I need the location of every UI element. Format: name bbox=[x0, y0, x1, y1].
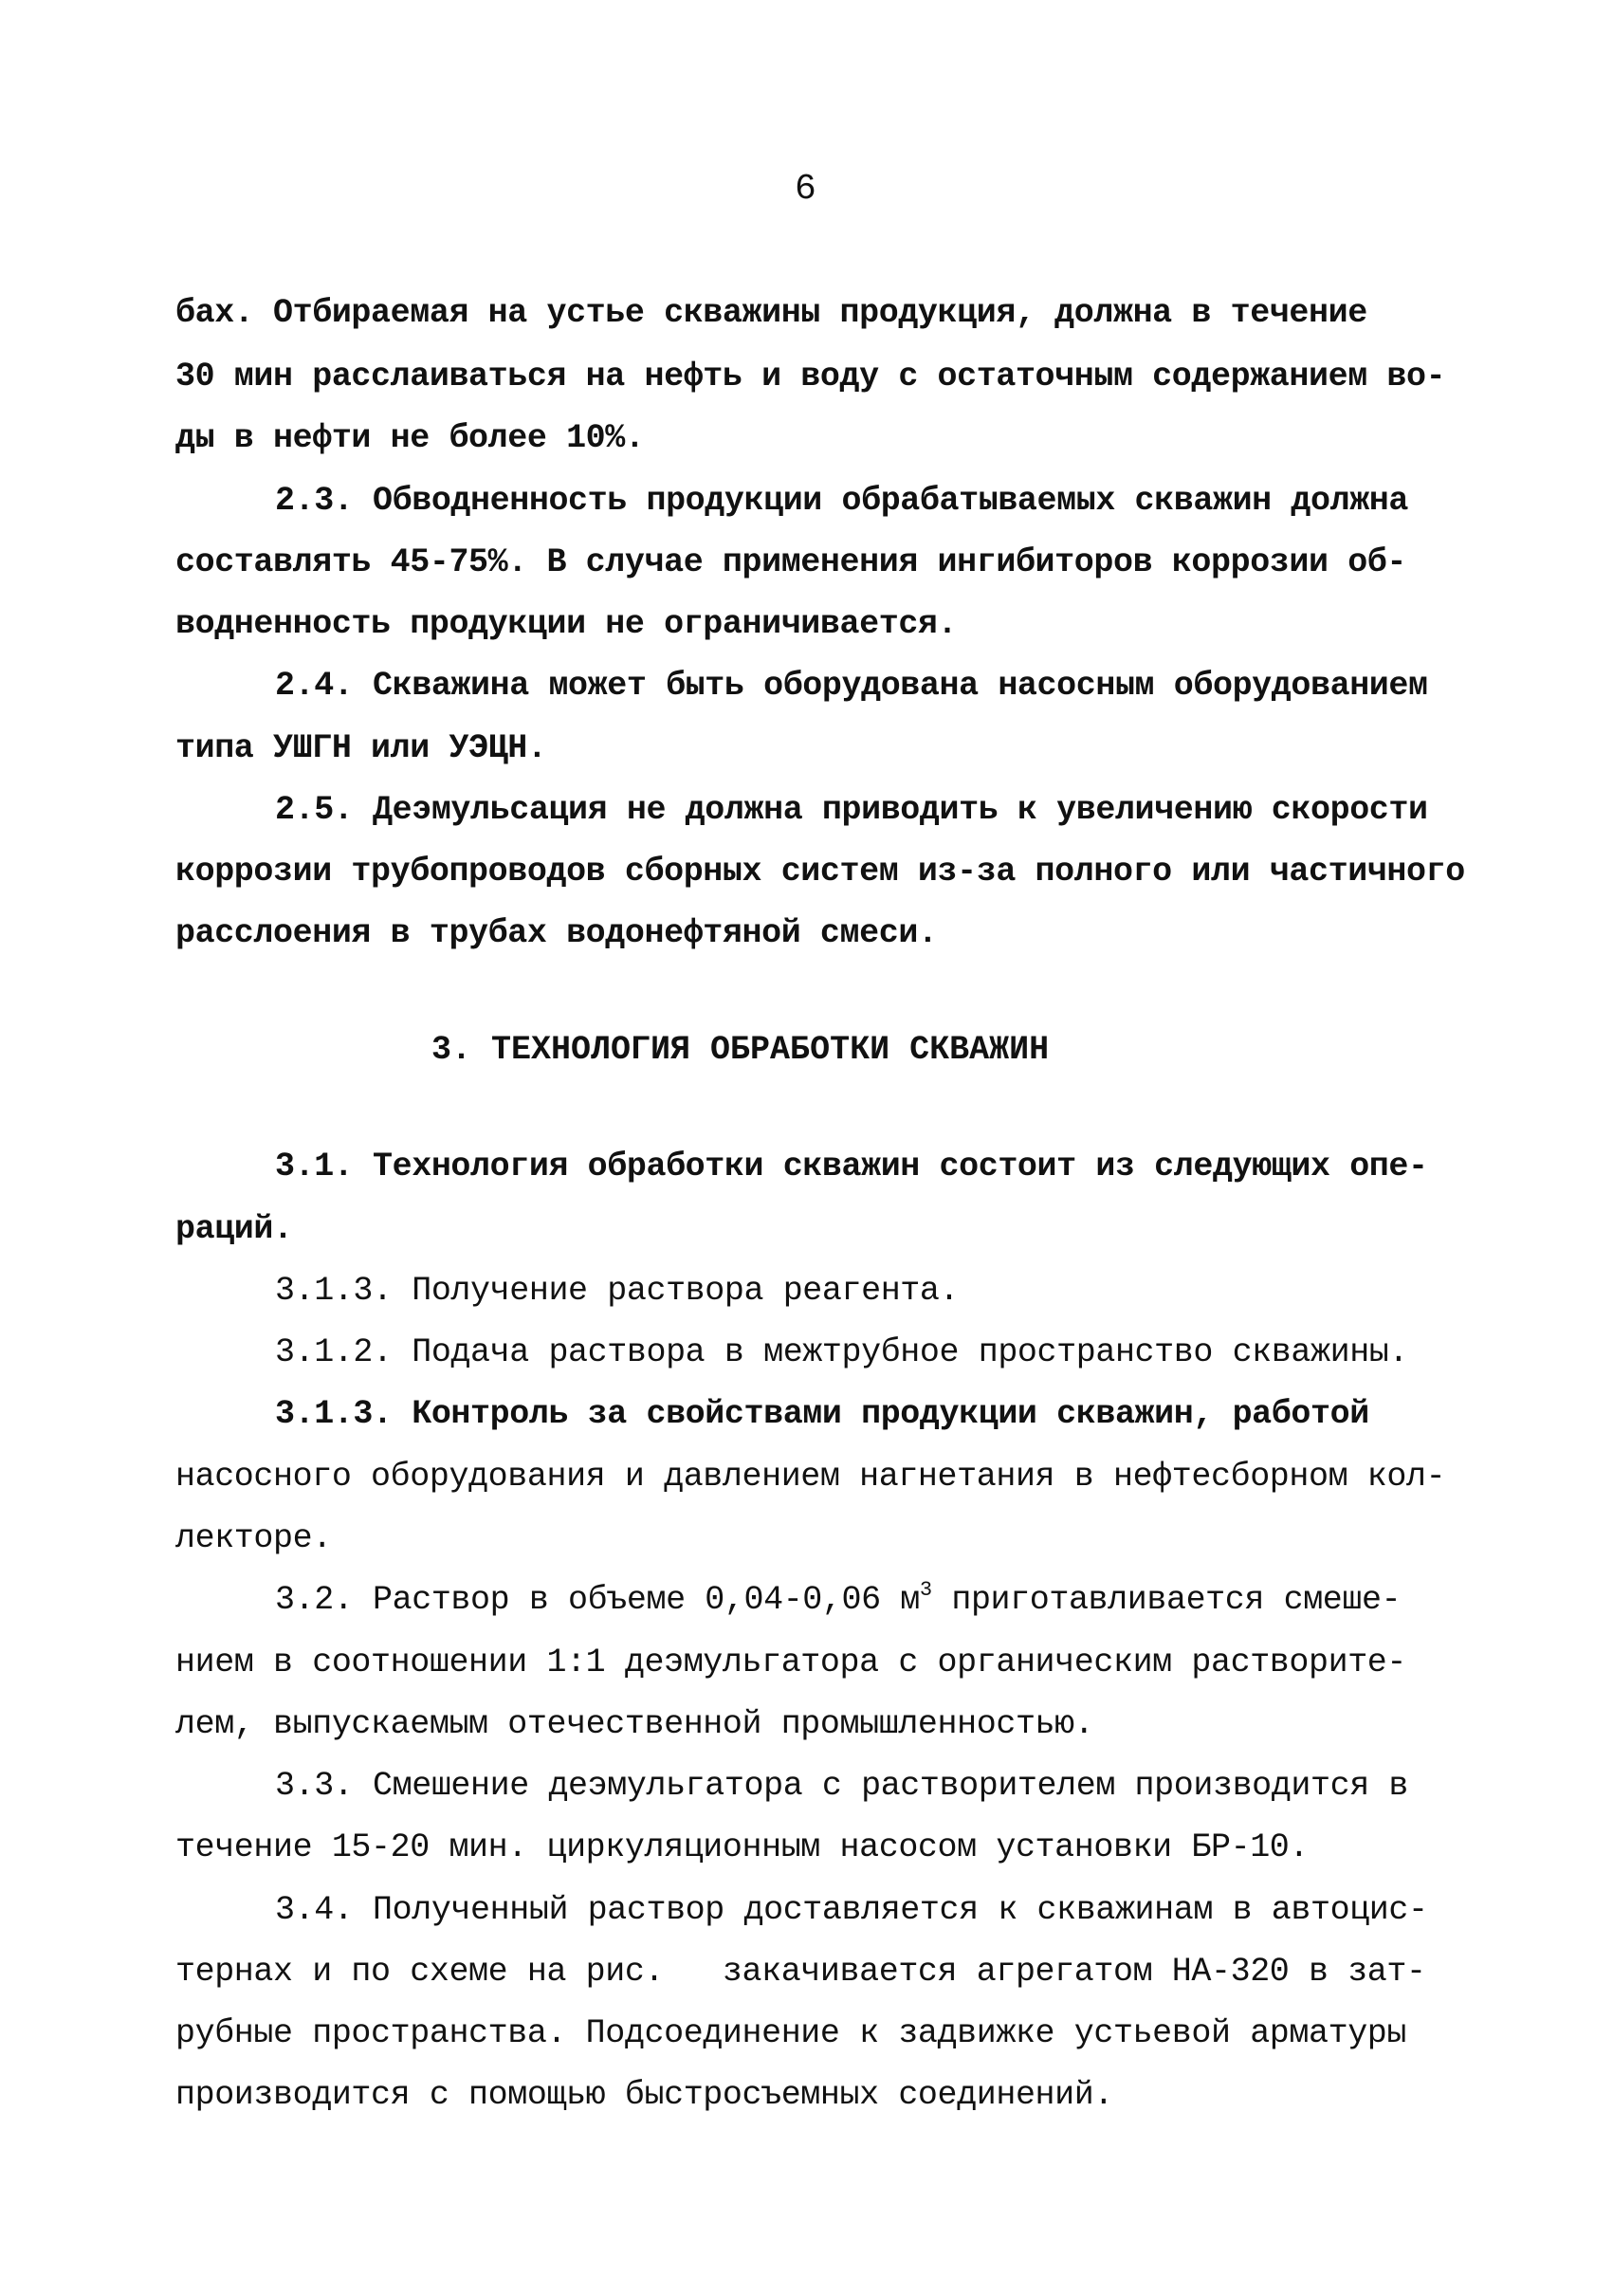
paragraph-3-2-first-line bbox=[275, 1579, 1401, 1621]
text-line: насосного оборудования и давлением нагнетания в нефтесборном кол- bbox=[175, 1458, 1446, 1496]
text-line: бах. Отбираемая на устье скважины продукция, должна в течение bbox=[175, 294, 1367, 332]
text-line: ды в нефти не более 10%. bbox=[175, 419, 645, 457]
list-item-3-1-3b: 3.1.3. Контроль за свойствами продукции скважин, работой bbox=[275, 1395, 1369, 1433]
text-line: типа УШГН или УЭЦН. bbox=[175, 729, 547, 767]
text-line: нием в соотношении 1:1 деэмульгатора с органическим растворите- bbox=[175, 1644, 1407, 1681]
text-line: рубные пространства. Подсоединение к задвижке устьевой арматуры bbox=[175, 2014, 1407, 2052]
paragraph-2-5-first-line: 2.5. Деэмульсация не должна приводить к увеличению скорости bbox=[275, 791, 1428, 829]
list-item-3-1-2: 3.1.2. Подача раствора в межтрубное пространство скважины. bbox=[275, 1333, 1408, 1371]
text-line: тернах и по схеме на рис. закачивается агрегатом НА-320 в зат- bbox=[175, 1953, 1426, 1991]
text-line: раций. bbox=[175, 1210, 293, 1248]
page-number: 6 bbox=[795, 169, 816, 210]
text-line: течение 15-20 мин. циркуляционным насосом установки БР-10. bbox=[175, 1828, 1309, 1866]
paragraph-3-4-first-line: 3.4. Полученный раствор доставляется к скважинам в автоцис- bbox=[275, 1891, 1428, 1929]
superscript: 3 bbox=[919, 1578, 932, 1602]
paragraph-3-3-first-line: 3.3. Смешение деэмульгатора с растворителем производится в bbox=[275, 1767, 1408, 1805]
text-line: водненность продукции не ограничивается. bbox=[175, 605, 958, 643]
text-line: расслоения в трубах водонефтяной смеси. bbox=[175, 914, 938, 952]
section-heading: 3. ТЕХНОЛОГИЯ ОБРАБОТКИ СКВАЖИН bbox=[431, 1031, 1050, 1069]
text-line: производится с помощью быстросъемных соединений. bbox=[175, 2076, 1113, 2114]
paragraph-2-4-first-line: 2.4. Скважина может быть оборудована насосным оборудованием bbox=[275, 667, 1428, 705]
text-line: лекторе. bbox=[175, 1519, 332, 1557]
paragraph-3-1-first-line: 3.1. Технология обработки скважин состоит из следующих опе- bbox=[275, 1148, 1428, 1185]
text-line: составлять 45-75%. В случае применения ингибиторов коррозии об- bbox=[175, 543, 1407, 581]
text-fragment: 3.2. Раствор в объеме 0,04-0,06 м bbox=[275, 1581, 920, 1619]
text-line: коррозии трубопроводов сборных систем из-за полного или частичного bbox=[175, 853, 1465, 891]
list-item-3-1-3a: 3.1.3. Получение раствора реагента. bbox=[275, 1272, 960, 1310]
text-line: лем, выпускаемым отечественной промышленностью. bbox=[175, 1705, 1094, 1743]
text-line: 30 мин расслаиваться на нефть и воду с остаточным содержанием во- bbox=[175, 358, 1446, 395]
text-fragment: приготавливается смеше- bbox=[931, 1581, 1402, 1619]
paragraph-2-3-first-line: 2.3. Обводненность продукции обрабатываемых скважин должна bbox=[275, 482, 1408, 520]
